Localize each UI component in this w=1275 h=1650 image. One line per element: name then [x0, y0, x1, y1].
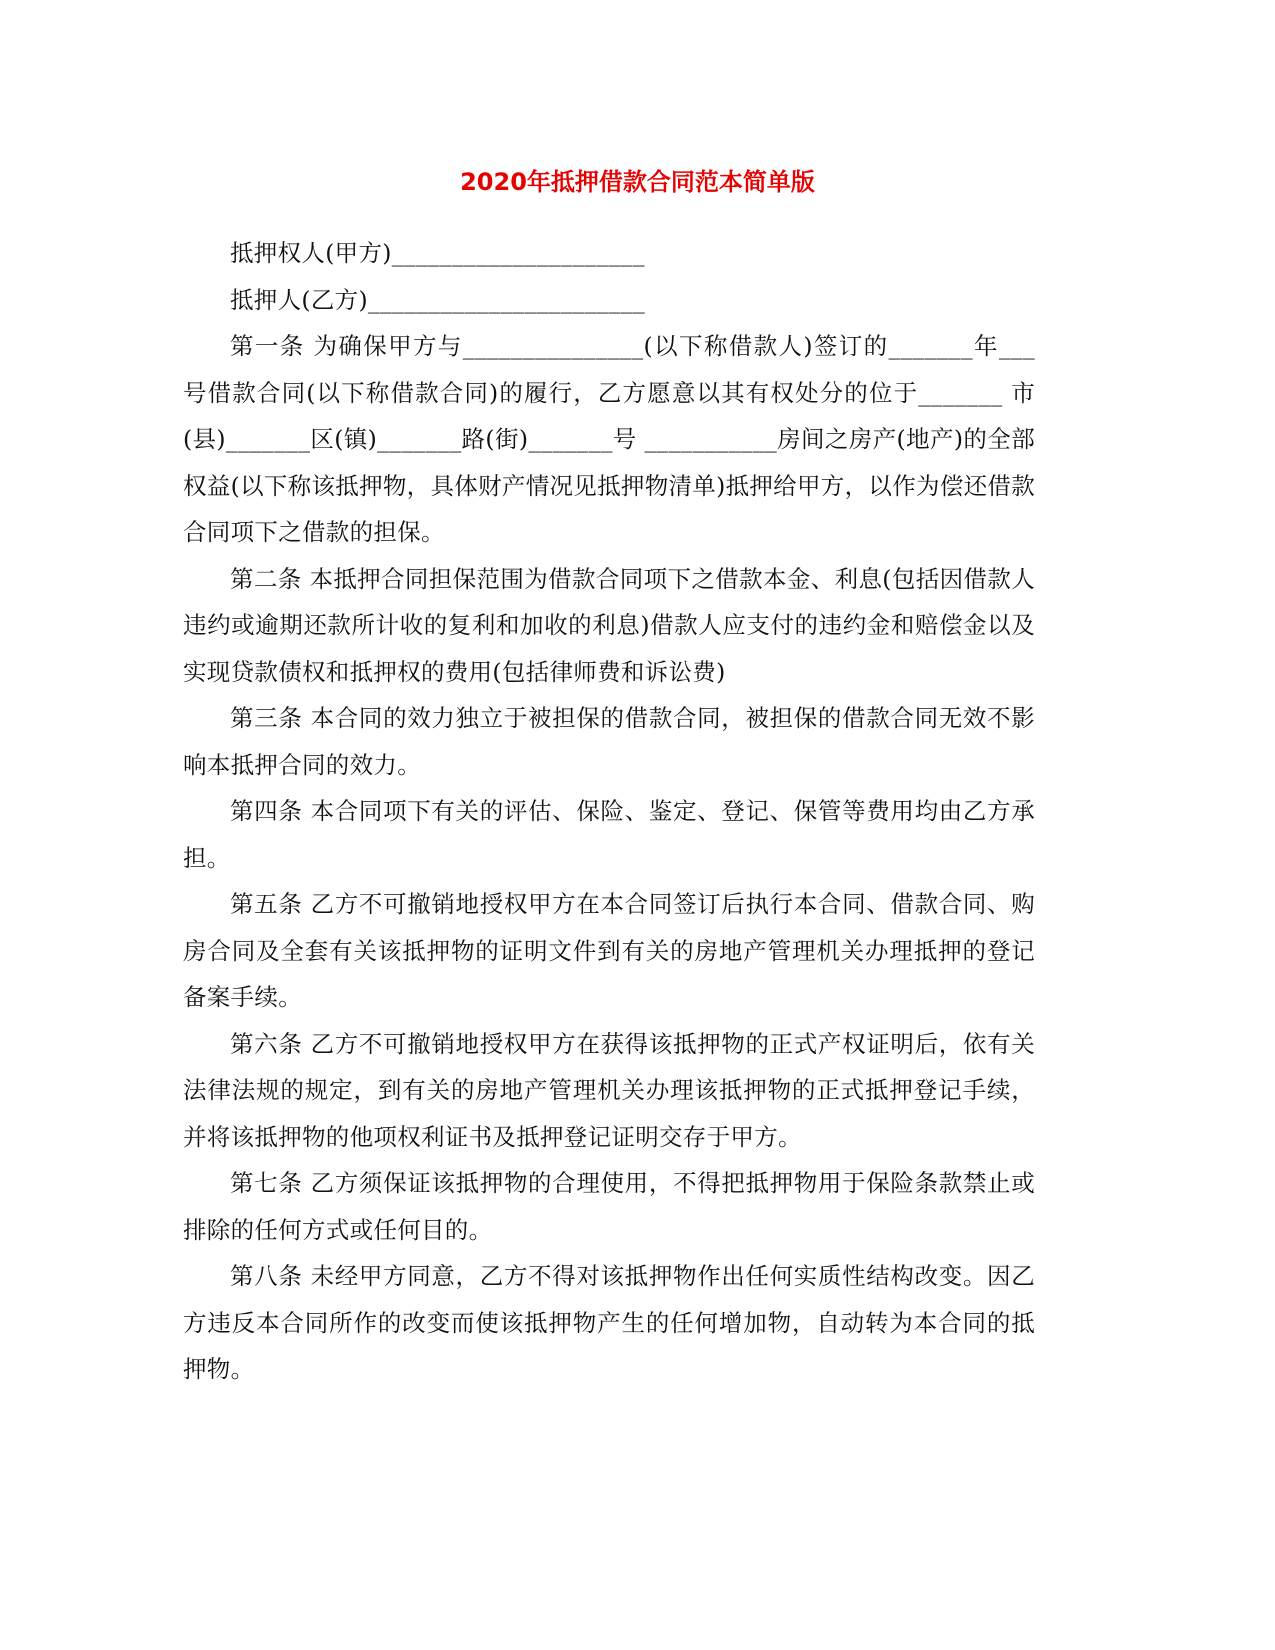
- article-4: 第四条 本合同项下有关的评估、保险、鉴定、登记、保管等费用均由乙方承担。: [183, 797, 1035, 872]
- document-body: [183, 230, 1035, 1393]
- article-2: 第二条 本抵押合同担保范围为借款合同项下之借款本金、利息(包括因借款人违约或逾期还款所计收的复利和加收的利息)借款人应支付的违约金和赔偿金以及实现贷款债权和抵押权的费用(包括律师费和诉讼费): [183, 564, 1035, 686]
- article-7: 第七条 乙方须保证该抵押物的合理使用，不得把抵押物用于保险条款禁止或排除的任何方式或任何目的。: [183, 1169, 1035, 1244]
- mortgagor-line: 抵押人(乙方)_______________________: [230, 285, 646, 314]
- article-8: 第八条 未经甲方同意，乙方不得对该抵押物作出任何实质性结构改变。因乙方违反本合同所作的改变而使该抵押物产生的任何增加物，自动转为本合同的抵押物。: [183, 1262, 1035, 1383]
- article-5: 第五条 乙方不可撤销地授权甲方在本合同签订后执行本合同、借款合同、购房合同及全套有关该抵押物的证明文件到有关的房地产管理机关办理抵押的登记备案手续。: [183, 890, 1035, 1011]
- document-title: 2020年抵押借款合同范本简单版: [460, 168, 815, 196]
- article-6: 第六条 乙方不可撤销地授权甲方在获得该抵押物的正式产权证明后，依有关法律法规的规定，到有关的房地产管理机关办理该抵押物的正式抵押登记手续，并将该抵押物的他项权利证书及抵押登记证明交存于甲方。: [183, 1029, 1035, 1151]
- mortgagee-line: 抵押权人(甲方)_____________________: [230, 239, 645, 267]
- article-1: 第一条 为确保甲方与_______________(以下称借款人)签订的_______年___ 号借款合同(以下称借款合同)的履行，乙方愿意以其有权处分的位于_______ 市(县)_______区(镇)_______路(街)_______号 ___________房间之房产(地产)的全部权益(以下称该抵押物，具体财产情况见抵押物清单)抵押给甲方，以作为偿还借款合同项下之借款的担保。: [183, 332, 1035, 546]
- article-3: 第三条 本合同的效力独立于被担保的借款合同，被担保的借款合同无效不影响本抵押合同的效力。: [183, 704, 1035, 779]
